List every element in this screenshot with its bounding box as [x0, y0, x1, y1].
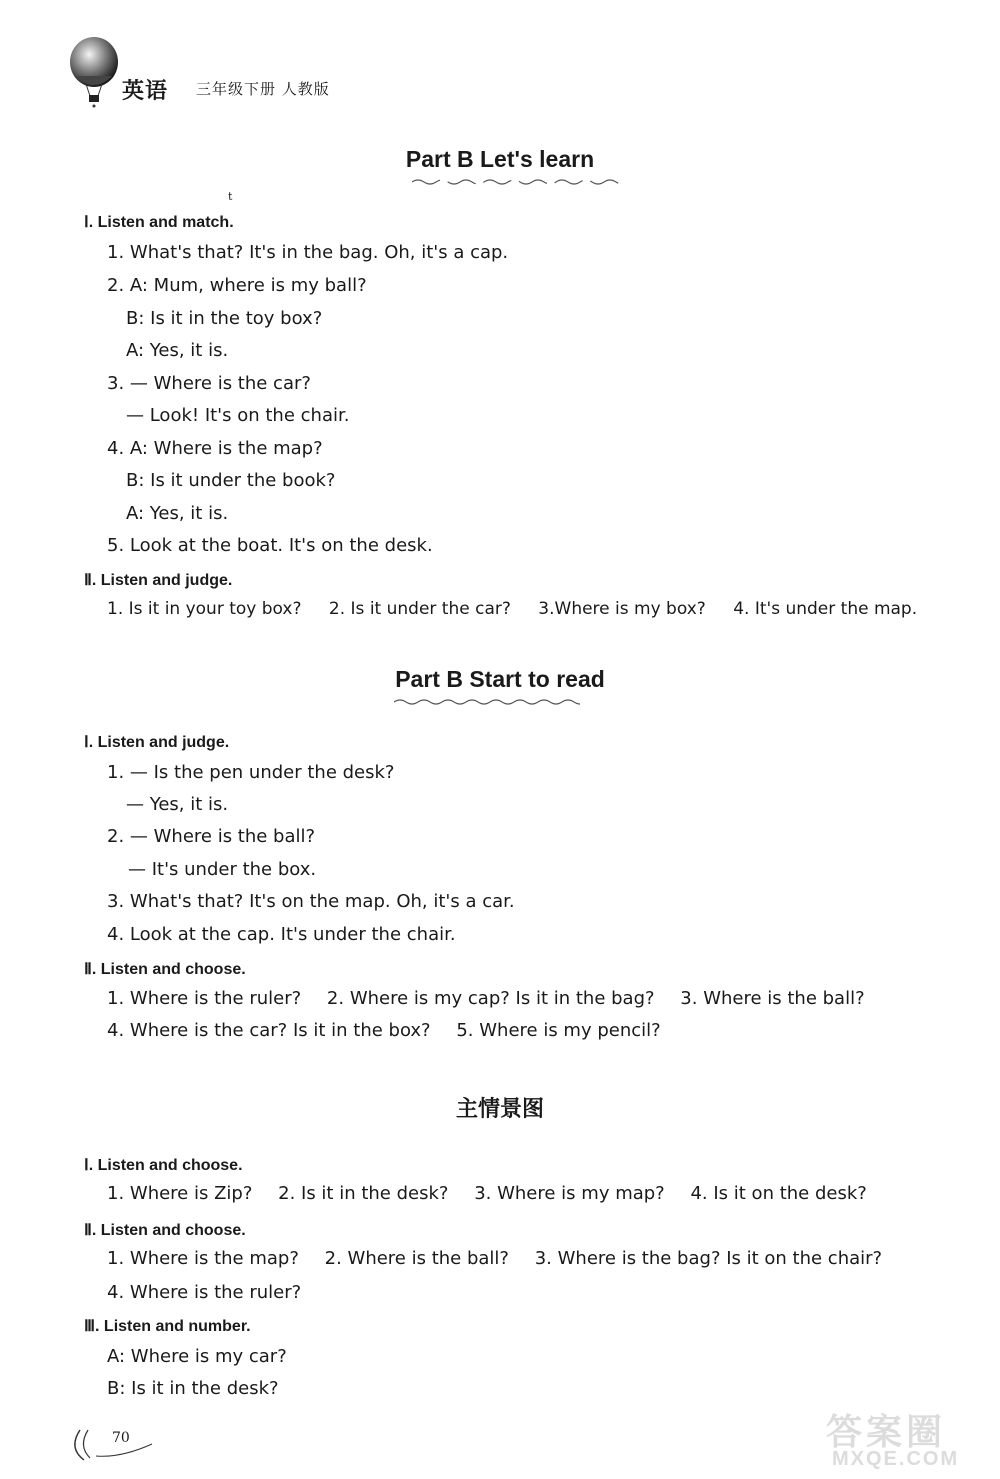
site-watermark — [826, 1404, 994, 1474]
transcript-line: B: Is it in the desk? — [107, 1378, 279, 1399]
transcript-row — [107, 599, 917, 619]
watermark-logo-text: 答案圈 — [826, 1412, 947, 1453]
page-corner-ornament — [66, 1424, 156, 1464]
section-title-main-scene: 主情景图 — [455, 1097, 544, 1122]
page-number: 70 — [112, 1430, 130, 1446]
transcript-line: — Look! It's on the chair. — [126, 405, 350, 426]
transcript-line: A: Yes, it is. — [126, 340, 229, 361]
book-subject-title: 英语 — [122, 78, 169, 104]
transcript-line: B: Is it in the toy box? — [126, 308, 323, 329]
transcript-line: — It's under the box. — [128, 859, 317, 880]
transcript-line: A: Where is my car? — [107, 1346, 287, 1367]
transcript-item: 1. Is it in your toy box? — [107, 599, 302, 619]
transcript-line: 3. What's that? It's on the map. Oh, it's a car. — [107, 891, 515, 912]
question-heading: Ⅰ. Listen and judge. — [84, 734, 230, 751]
transcript-item: 3. Where is the ball? — [680, 988, 865, 1009]
transcript-row — [107, 1020, 661, 1041]
stray-mark: t — [228, 190, 233, 203]
transcript-item: 2. Where is the ball? — [324, 1248, 509, 1269]
question-heading: Ⅱ. Listen and choose. — [84, 961, 246, 978]
transcript-item: 3.Where is my box? — [538, 599, 706, 619]
question-heading: Ⅱ. Listen and judge. — [84, 572, 233, 589]
transcript-line: 1. What's that? It's in the bag. Oh, it's a cap. — [107, 242, 509, 263]
transcript-item: 4. It's under the map. — [733, 599, 918, 619]
book-edition-subtitle: 三年级下册 人教版 — [196, 80, 330, 98]
section-title-lets-learn: Part B Let's learn — [405, 146, 595, 172]
transcript-item: 4. Is it on the desk? — [690, 1183, 867, 1204]
transcript-line: 4. A: Where is the map? — [107, 438, 323, 459]
transcript-line: A: Yes, it is. — [126, 503, 229, 524]
transcript-line: 3. — Where is the car? — [107, 373, 311, 394]
transcript-line: 5. Look at the boat. It's on the desk. — [107, 535, 433, 556]
transcript-item: 1. Where is the map? — [107, 1248, 299, 1269]
transcript-line: — Yes, it is. — [126, 794, 229, 815]
question-heading: Ⅰ. Listen and match. — [84, 214, 234, 231]
transcript-line: 2. A: Mum, where is my ball? — [107, 275, 367, 296]
transcript-item: 2. Is it under the car? — [328, 599, 511, 619]
transcript-line: 4. Where is the ruler? — [107, 1282, 302, 1303]
hot-air-balloon-icon — [62, 36, 126, 108]
transcript-item: 4. Where is the car? Is it in the box? — [107, 1020, 431, 1041]
book-header — [62, 36, 422, 116]
transcript-item: 3. Where is my map? — [474, 1183, 665, 1204]
title-underline-wave — [412, 178, 624, 186]
watermark-url: MXQE.COM — [832, 1448, 960, 1470]
section-title-start-to-read: Part B Start to read — [395, 666, 605, 692]
question-heading: Ⅱ. Listen and choose. — [84, 1222, 246, 1239]
transcript-row — [107, 1248, 882, 1269]
transcript-line: 1. — Is the pen under the desk? — [107, 762, 395, 783]
title-underline-wave — [394, 698, 580, 706]
transcript-item: 2. Where is my cap? Is it in the bag? — [326, 988, 655, 1009]
question-heading: Ⅰ. Listen and choose. — [84, 1157, 243, 1174]
transcript-line: 4. Look at the cap. It's under the chair. — [107, 924, 456, 945]
transcript-line: B: Is it under the book? — [126, 470, 336, 491]
transcript-line: 2. — Where is the ball? — [107, 826, 316, 847]
transcript-row — [107, 1183, 867, 1204]
transcript-item: 1. Where is Zip? — [107, 1183, 253, 1204]
transcript-row — [107, 988, 865, 1009]
transcript-item: 5. Where is my pencil? — [456, 1020, 661, 1041]
transcript-item: 2. Is it in the desk? — [278, 1183, 449, 1204]
question-heading: Ⅲ. Listen and number. — [84, 1318, 251, 1335]
transcript-item: 3. Where is the bag? Is it on the chair? — [534, 1248, 883, 1269]
transcript-item: 1. Where is the ruler? — [107, 988, 302, 1009]
